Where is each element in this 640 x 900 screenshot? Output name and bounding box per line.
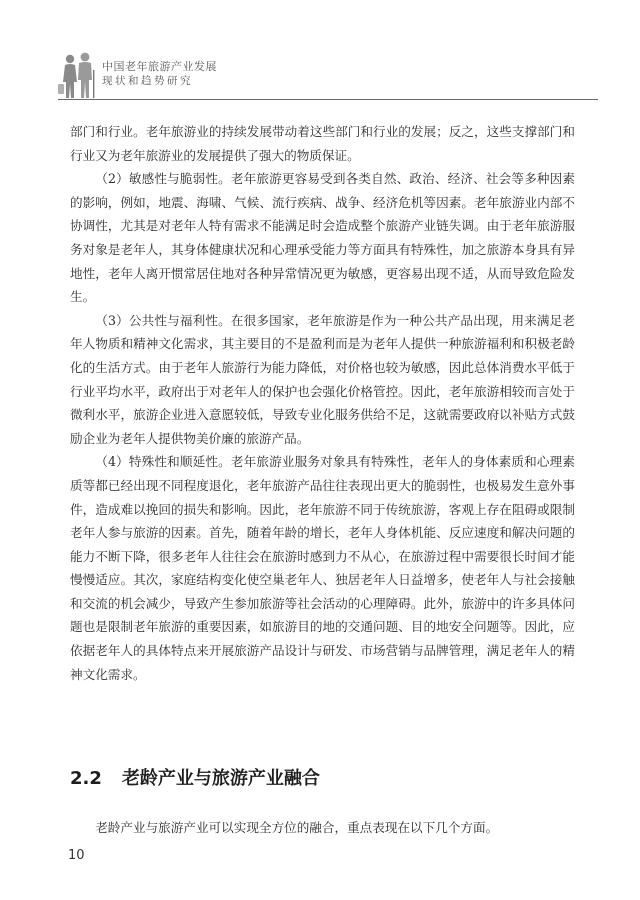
header-title-line2: 现状和趋势研究: [102, 75, 193, 87]
paragraph-public-welfare: （3）公共性与福利性。在很多国家，老年旅游是作为一种公共产品出现，用来满足老年人物质和精神文化需求，其主要目的不是盈利而是为老年人提供一种旅游福利和积极老龄化的生活方式。由于老年人旅游行为能力降低，对价格也较为敏感，因此总体消费水平低于行业平均水平，政府出于对老年人的保护也会强化价格管控。因此，老年旅游相较而言处于微利水平，旅游企业进入意愿较低，导致专业化服务供给不足，这就需要政府以补贴方式鼓励企业为老年人提供物美价廉的旅游产品。: [70, 312, 575, 446]
section-title: 老龄产业与旅游产业融合: [121, 768, 320, 789]
paragraph-sensitivity: （2）敏感性与脆弱性。老年旅游更容易受到各类自然、政治、经济、社会等多种因素的影响，例如，地震、海啸、气候、流行疾病、战争、经济危机等因素。老年旅游业内部不协调性，尤其是对老年人特有需求不能满足时会造成整个旅游产业链失调。由于老年旅游服务对象是老年人，其身体健康状况和心理承受能力等方面具有特殊性，加之旅游本身具有异地性，老年人离开惯常居住地对各种异常情况更为敏感，更容易出现不适，从而导致危险发生。: [70, 171, 575, 305]
body-text: [70, 120, 575, 686]
paragraph-particularity: （4）特殊性和顺延性。老年旅游业服务对象具有特殊性，老年人的身体素质和心理素质等都已经出现不同程度退化，老年旅游产品往往表现出更大的脆弱性，也极易发生意外事件，造成难以挽回的损失和影响。因此，老年旅游不同于传统旅游，客观上存在阻碍或限制老年人参与旅游的因素。首先，随着年龄的增长，老年人身体机能、反应速度和解决问题的能力不断下降，很多老年人往往会在旅游时感到力不从心，在旅游过程中需要很长时间才能慢慢适应。其次，家庭结构变化使空巢老年人、独居老年人日益增多，使老年人与社会接触和交流的机会减少，导致产生参加旅游等社会活动的心理障碍。此外，旅游中的许多具体问题也是限制老年旅游的重要因素，如旅游目的地的交通问题、目的地安全问题等。因此，应依据老年人的具体特点来开展旅游产品设计与研发、市场营销与品牌管理，满足老年人的精神文化需求。: [70, 454, 575, 682]
section-intro: 老龄产业与旅游产业可以实现全方位的融合，重点表现在以下几个方面。: [95, 820, 499, 835]
section-heading: [70, 764, 320, 790]
header-title-line1: 中国老年旅游产业发展: [102, 60, 217, 73]
elderly-couple-logo-icon: [58, 50, 98, 100]
running-header: [58, 50, 598, 102]
paragraph-continuation: 部门和行业。老年旅游业的持续发展带动着这些部门和行业的发展；反之，这些支撑部门和行业又为老年旅游业的发展提供了强大的物质保证。: [70, 124, 575, 163]
header-title: [102, 60, 217, 88]
section-number: 2.2: [70, 768, 102, 789]
header-divider: [58, 99, 598, 100]
page-number: 10: [68, 848, 85, 863]
